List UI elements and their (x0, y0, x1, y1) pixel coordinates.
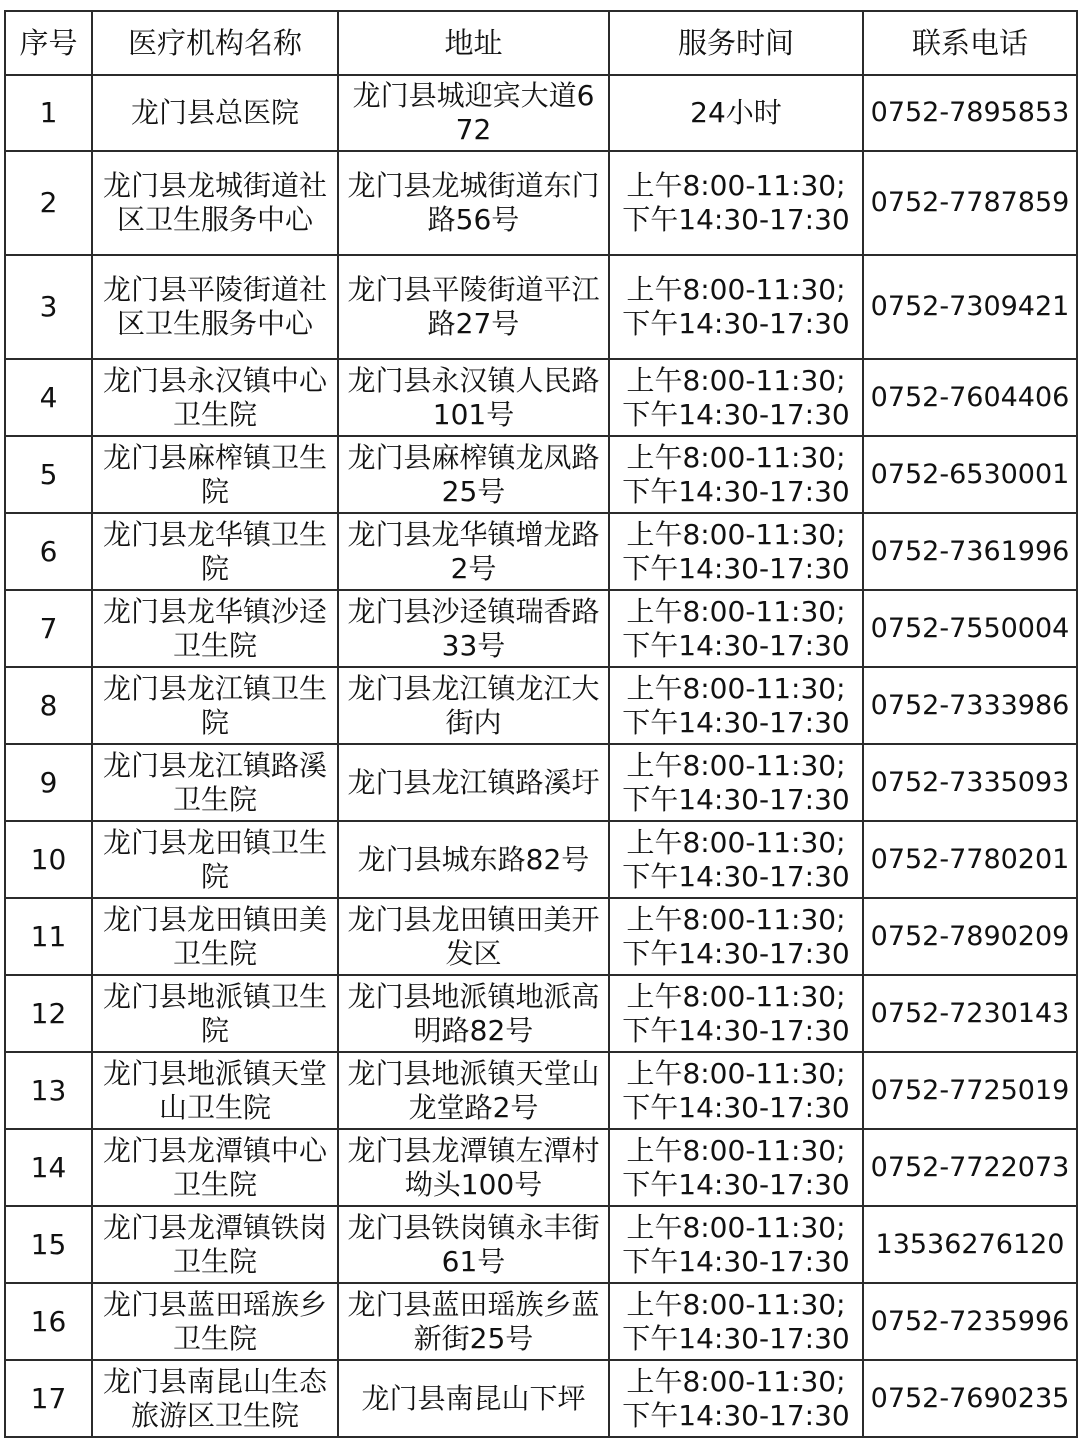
table-row (5, 255, 1077, 359)
cell-address: 龙门县沙迳镇瑞香路33号 (338, 590, 609, 667)
cell-hours (609, 1052, 863, 1129)
cell-hours (609, 744, 863, 821)
cell-name: 龙门县总医院 (92, 75, 338, 151)
cell-name: 龙门县龙田镇卫生院 (92, 821, 338, 898)
table-row (5, 1052, 1077, 1129)
cell-address: 龙门县龙潭镇左潭村坳头100号 (338, 1129, 609, 1206)
header-phone: 联系电话 (863, 11, 1077, 75)
cell-no: 3 (5, 255, 92, 359)
cell-address: 龙门县地派镇天堂山龙堂路2号 (338, 1052, 609, 1129)
cell-address: 龙门县龙田镇田美开发区 (338, 898, 609, 975)
cell-no: 14 (5, 1129, 92, 1206)
cell-name: 龙门县龙江镇路溪卫生院 (92, 744, 338, 821)
table-body (5, 75, 1077, 1437)
cell-name: 龙门县麻榨镇卫生院 (92, 436, 338, 513)
cell-address: 龙门县蓝田瑶族乡蓝新街25号 (338, 1283, 609, 1360)
cell-name: 龙门县地派镇天堂山卫生院 (92, 1052, 338, 1129)
cell-name: 龙门县龙城街道社区卫生服务中心 (92, 151, 338, 255)
cell-hours (609, 513, 863, 590)
cell-name: 龙门县龙潭镇铁岗卫生院 (92, 1206, 338, 1283)
cell-name: 龙门县南昆山生态旅游区卫生院 (92, 1360, 338, 1437)
hours-morning: 上午8:00-11:30; (626, 169, 846, 202)
cell-hours (609, 1283, 863, 1360)
hours-morning: 上午8:00-11:30; (626, 440, 846, 474)
cell-phone: 0752-7690235 (863, 1360, 1077, 1437)
cell-phone: 0752-7725019 (863, 1052, 1077, 1129)
cell-no: 5 (5, 436, 92, 513)
cell-phone: 0752-7335093 (863, 744, 1077, 821)
header-name: 医疗机构名称 (92, 11, 338, 75)
table-row (5, 667, 1077, 744)
cell-hours (609, 821, 863, 898)
cell-hours (609, 75, 863, 151)
hours-afternoon: 下午14:30-17:30 (622, 1398, 850, 1432)
cell-address: 龙门县铁岗镇永丰街61号 (338, 1206, 609, 1283)
hours-morning: 上午8:00-11:30; (626, 748, 846, 782)
table-row (5, 1283, 1077, 1360)
cell-phone: 13536276120 (863, 1206, 1077, 1283)
table-row (5, 1360, 1077, 1437)
cell-name: 龙门县地派镇卫生院 (92, 975, 338, 1052)
hours-afternoon: 下午14:30-17:30 (622, 1013, 850, 1047)
cell-address: 龙门县龙江镇龙江大街内 (338, 667, 609, 744)
cell-phone: 0752-7780201 (863, 821, 1077, 898)
hours-morning: 上午8:00-11:30; (626, 979, 846, 1013)
cell-hours (609, 151, 863, 255)
hours-morning: 上午8:00-11:30; (626, 825, 846, 859)
table-row (5, 1129, 1077, 1206)
cell-no: 8 (5, 667, 92, 744)
table-row (5, 1206, 1077, 1283)
hours-morning: 上午8:00-11:30; (626, 671, 846, 705)
hours-morning: 上午8:00-11:30; (626, 363, 846, 397)
cell-no: 10 (5, 821, 92, 898)
cell-name: 龙门县蓝田瑶族乡卫生院 (92, 1283, 338, 1360)
cell-hours (609, 359, 863, 436)
cell-hours (609, 1129, 863, 1206)
hours-morning: 上午8:00-11:30; (626, 1364, 846, 1398)
cell-no: 13 (5, 1052, 92, 1129)
cell-no: 6 (5, 513, 92, 590)
cell-address: 龙门县平陵街道平江路27号 (338, 255, 609, 359)
cell-address: 龙门县龙江镇路溪圩 (338, 744, 609, 821)
table-row (5, 590, 1077, 667)
cell-name: 龙门县永汉镇中心卫生院 (92, 359, 338, 436)
cell-no: 15 (5, 1206, 92, 1283)
cell-no: 7 (5, 590, 92, 667)
medical-institution-table (4, 10, 1078, 1438)
cell-name: 龙门县龙华镇卫生院 (92, 513, 338, 590)
cell-phone: 0752-7604406 (863, 359, 1077, 436)
cell-address: 龙门县永汉镇人民路101号 (338, 359, 609, 436)
cell-name: 龙门县龙田镇田美卫生院 (92, 898, 338, 975)
cell-hours (609, 1360, 863, 1437)
header-address: 地址 (338, 11, 609, 75)
table-row (5, 151, 1077, 255)
cell-hours (609, 590, 863, 667)
hours-morning: 上午8:00-11:30; (626, 1210, 846, 1244)
cell-phone: 0752-7230143 (863, 975, 1077, 1052)
cell-hours (609, 1206, 863, 1283)
header-row (5, 11, 1077, 75)
cell-name: 龙门县平陵街道社区卫生服务中心 (92, 255, 338, 359)
cell-no: 17 (5, 1360, 92, 1437)
hours-afternoon: 下午14:30-17:30 (622, 307, 850, 340)
cell-phone: 0752-7787859 (863, 151, 1077, 255)
table-row (5, 75, 1077, 151)
cell-address: 龙门县地派镇地派高明路82号 (338, 975, 609, 1052)
cell-no: 2 (5, 151, 92, 255)
cell-hours (609, 667, 863, 744)
table-header (5, 11, 1077, 75)
header-no: 序号 (5, 11, 92, 75)
hours-morning: 24小时 (690, 96, 782, 129)
cell-phone: 0752-7235996 (863, 1283, 1077, 1360)
table-row (5, 744, 1077, 821)
cell-name: 龙门县龙华镇沙迳卫生院 (92, 590, 338, 667)
table-row (5, 436, 1077, 513)
hours-afternoon: 下午14:30-17:30 (622, 1321, 850, 1355)
cell-phone: 0752-7333986 (863, 667, 1077, 744)
cell-no: 12 (5, 975, 92, 1052)
cell-hours (609, 255, 863, 359)
hours-afternoon: 下午14:30-17:30 (622, 551, 850, 585)
hours-afternoon: 下午14:30-17:30 (622, 1090, 850, 1124)
cell-address: 龙门县南昆山下坪 (338, 1360, 609, 1437)
hours-afternoon: 下午14:30-17:30 (622, 859, 850, 893)
hours-afternoon: 下午14:30-17:30 (622, 705, 850, 739)
cell-address: 龙门县城东路82号 (338, 821, 609, 898)
cell-hours (609, 436, 863, 513)
hours-afternoon: 下午14:30-17:30 (622, 782, 850, 816)
cell-hours (609, 975, 863, 1052)
cell-no: 1 (5, 75, 92, 151)
hours-afternoon: 下午14:30-17:30 (622, 1244, 850, 1278)
hours-morning: 上午8:00-11:30; (626, 1056, 846, 1090)
cell-phone: 0752-7309421 (863, 255, 1077, 359)
hours-afternoon: 下午14:30-17:30 (622, 628, 850, 662)
hours-afternoon: 下午14:30-17:30 (622, 1167, 850, 1201)
hours-afternoon: 下午14:30-17:30 (622, 203, 850, 236)
cell-name: 龙门县龙潭镇中心卫生院 (92, 1129, 338, 1206)
cell-name: 龙门县龙江镇卫生院 (92, 667, 338, 744)
hours-afternoon: 下午14:30-17:30 (622, 936, 850, 970)
hours-morning: 上午8:00-11:30; (626, 594, 846, 628)
cell-no: 9 (5, 744, 92, 821)
cell-phone: 0752-7722073 (863, 1129, 1077, 1206)
hours-morning: 上午8:00-11:30; (626, 1287, 846, 1321)
cell-address: 龙门县麻榨镇龙凤路25号 (338, 436, 609, 513)
cell-no: 11 (5, 898, 92, 975)
hours-morning: 上午8:00-11:30; (626, 1133, 846, 1167)
cell-address: 龙门县龙城街道东门路56号 (338, 151, 609, 255)
cell-phone: 0752-7890209 (863, 898, 1077, 975)
cell-address: 龙门县龙华镇增龙路2号 (338, 513, 609, 590)
table-row (5, 513, 1077, 590)
cell-phone: 0752-7550004 (863, 590, 1077, 667)
medical-institution-table-container (4, 10, 1078, 1438)
cell-phone: 0752-7895853 (863, 75, 1077, 151)
cell-hours (609, 898, 863, 975)
cell-no: 4 (5, 359, 92, 436)
table-row (5, 359, 1077, 436)
cell-no: 16 (5, 1283, 92, 1360)
hours-morning: 上午8:00-11:30; (626, 517, 846, 551)
table-row (5, 975, 1077, 1052)
cell-phone: 0752-7361996 (863, 513, 1077, 590)
cell-address: 龙门县城迎宾大道672 (338, 75, 609, 151)
table-row (5, 898, 1077, 975)
cell-phone: 0752-6530001 (863, 436, 1077, 513)
hours-morning: 上午8:00-11:30; (626, 902, 846, 936)
hours-morning: 上午8:00-11:30; (626, 273, 846, 306)
table-row (5, 821, 1077, 898)
hours-afternoon: 下午14:30-17:30 (622, 397, 850, 431)
hours-afternoon: 下午14:30-17:30 (622, 474, 850, 508)
header-hours: 服务时间 (609, 11, 863, 75)
